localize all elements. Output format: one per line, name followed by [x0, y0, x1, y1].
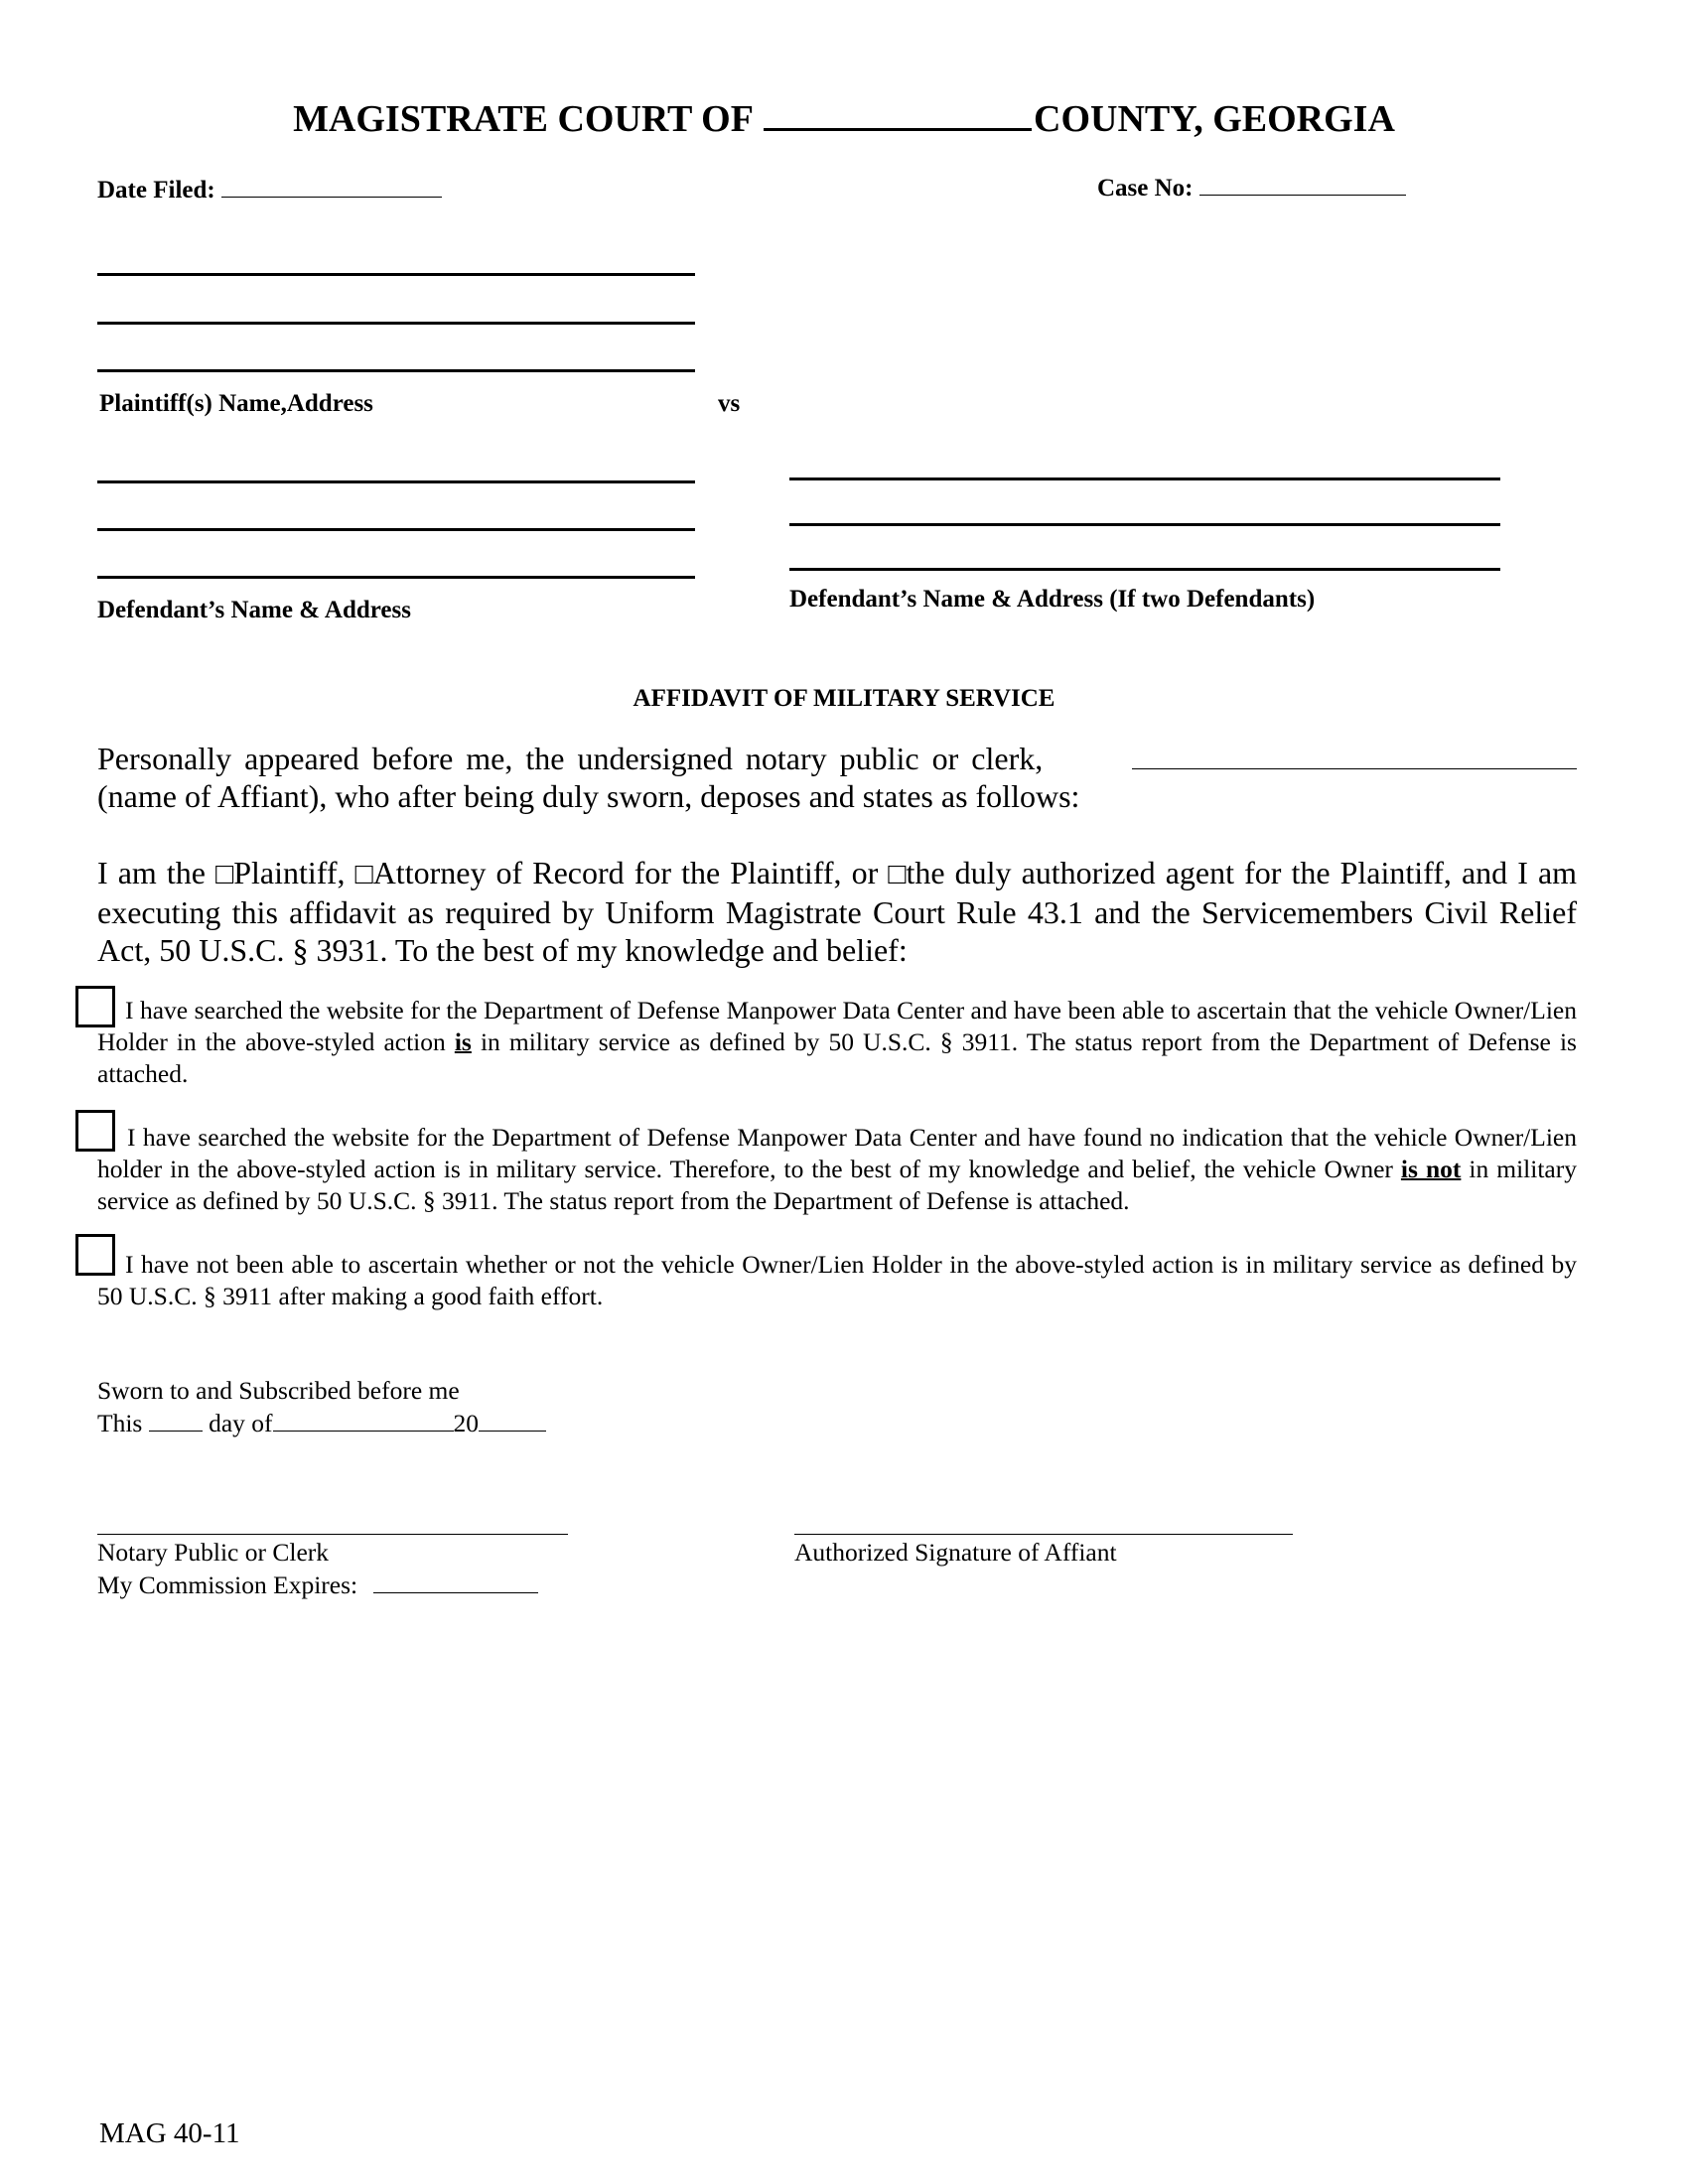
county-field[interactable] — [764, 128, 1032, 131]
affidavit-heading: AFFIDAVIT OF MILITARY SERVICE — [633, 685, 1055, 712]
affiant-name-field[interactable] — [1132, 740, 1577, 769]
case-no-row — [1097, 175, 1406, 203]
notary-signature-line[interactable] — [97, 1534, 568, 1535]
role-agent-label: the duly authorized agent for the Plaintiff, and I am executing this affidavit as required by Uniform Magistrate Court Rule 43.1 and the Servicemembers Civil Relief Act, 50 U.S.C. § 3931. To the best of my knowledge and belief: — [97, 855, 1578, 968]
sworn-date-row — [97, 1408, 546, 1439]
month-field[interactable] — [273, 1431, 454, 1432]
court-title — [0, 97, 1688, 141]
checkbox-2-text-pre: I have searched the website for the Department of Defense Manpower Data Center and have found no indication that the vehicle Owner/Lien holder in the above-styled action is in military service. Therefore, to the best of my knowledge and belief, the vehicle Owner — [97, 1123, 1577, 1183]
intro-paragraph — [97, 740, 1577, 815]
defendant2-line-3[interactable] — [789, 568, 1500, 571]
role-paragraph — [97, 854, 1577, 969]
court-title-prefix: MAGISTRATE COURT OF — [293, 98, 753, 140]
commission-label: My Commission Expires: — [97, 1570, 358, 1599]
role-plaintiff-checkbox[interactable]: □ — [215, 858, 234, 890]
defendant-line-2[interactable] — [97, 528, 695, 531]
checkbox-2-emphasis: is not — [1400, 1155, 1462, 1183]
defendant2-line-1[interactable] — [789, 478, 1500, 480]
this-label: This — [97, 1409, 143, 1437]
checkbox-1-text — [97, 995, 1577, 1090]
sworn-statement: Sworn to and Subscribed before me — [97, 1376, 460, 1405]
date-filed-row — [97, 177, 442, 205]
case-no-label: Case No: — [1097, 175, 1194, 202]
year-prefix: 20 — [453, 1409, 480, 1437]
date-filed-field[interactable] — [221, 197, 442, 198]
checkbox-2-text-post: in military service as defined by 50 U.S.C. § 3911. The status report from the Department of Defense is attached. — [97, 1155, 1577, 1215]
checkbox-3-text — [97, 1249, 1577, 1312]
plaintiff-line-3[interactable] — [97, 369, 695, 372]
checkbox-1-emphasis: is — [454, 1027, 472, 1056]
role-agent-checkbox[interactable]: □ — [888, 858, 907, 890]
day-of-label: day of — [209, 1409, 273, 1437]
checkbox-3-text-pre: I have not been able to ascertain whether or not the vehicle Owner/Lien Holder in the above-styled action is in military service as defined by 50 U.S.C. § 3911 after making a good faith effort. — [97, 1250, 1577, 1310]
plaintiff-line-1[interactable] — [97, 273, 695, 276]
defendant2-line-2[interactable] — [789, 523, 1500, 526]
day-field[interactable] — [149, 1431, 203, 1432]
checkbox-1-text-post: in military service as defined by 50 U.S.C. § 3911. The status report from the Department of Defense is attached. — [97, 1027, 1577, 1088]
vs-label: vs — [718, 390, 741, 417]
intro-text-2: (name of Affiant), who after being duly sworn, deposes and states as follows: — [97, 778, 1080, 814]
role-plaintiff-label: Plaintiff, — [233, 855, 346, 890]
role-attorney-label: Attorney of Record for the Plaintiff, or — [372, 855, 879, 890]
checkbox-2-text — [97, 1122, 1577, 1217]
defendant2-label: Defendant’s Name & Address (If two Defendants) — [789, 586, 1316, 613]
court-title-suffix: COUNTY, GEORGIA — [1034, 98, 1395, 140]
plaintiff-label: Plaintiff(s) Name,Address — [99, 390, 373, 417]
form-number: MAG 40-11 — [99, 2117, 240, 2149]
defendant-line-1[interactable] — [97, 480, 695, 483]
checkbox-1-text-pre: I have searched the website for the Department of Defense Manpower Data Center and have been able to ascertain that the vehicle Owner/Lien Holder in the above-styled action — [97, 996, 1577, 1056]
defendant-label: Defendant’s Name & Address — [97, 597, 411, 623]
date-filed-label: Date Filed: — [97, 177, 215, 204]
affiant-label: Authorized Signature of Affiant — [794, 1538, 1117, 1567]
commission-row — [97, 1570, 538, 1601]
plaintiff-line-2[interactable] — [97, 322, 695, 325]
affiant-signature-line[interactable] — [794, 1534, 1293, 1535]
role-prefix: I am the — [97, 855, 206, 890]
year-field[interactable] — [479, 1431, 546, 1432]
commission-expires-field[interactable] — [373, 1592, 538, 1593]
intro-text-1: Personally appeared before me, the undersigned notary public or clerk, — [97, 741, 1044, 776]
role-attorney-checkbox[interactable]: □ — [354, 858, 373, 890]
case-no-field[interactable] — [1199, 195, 1406, 196]
defendant-line-3[interactable] — [97, 576, 695, 579]
notary-label: Notary Public or Clerk — [97, 1538, 329, 1567]
